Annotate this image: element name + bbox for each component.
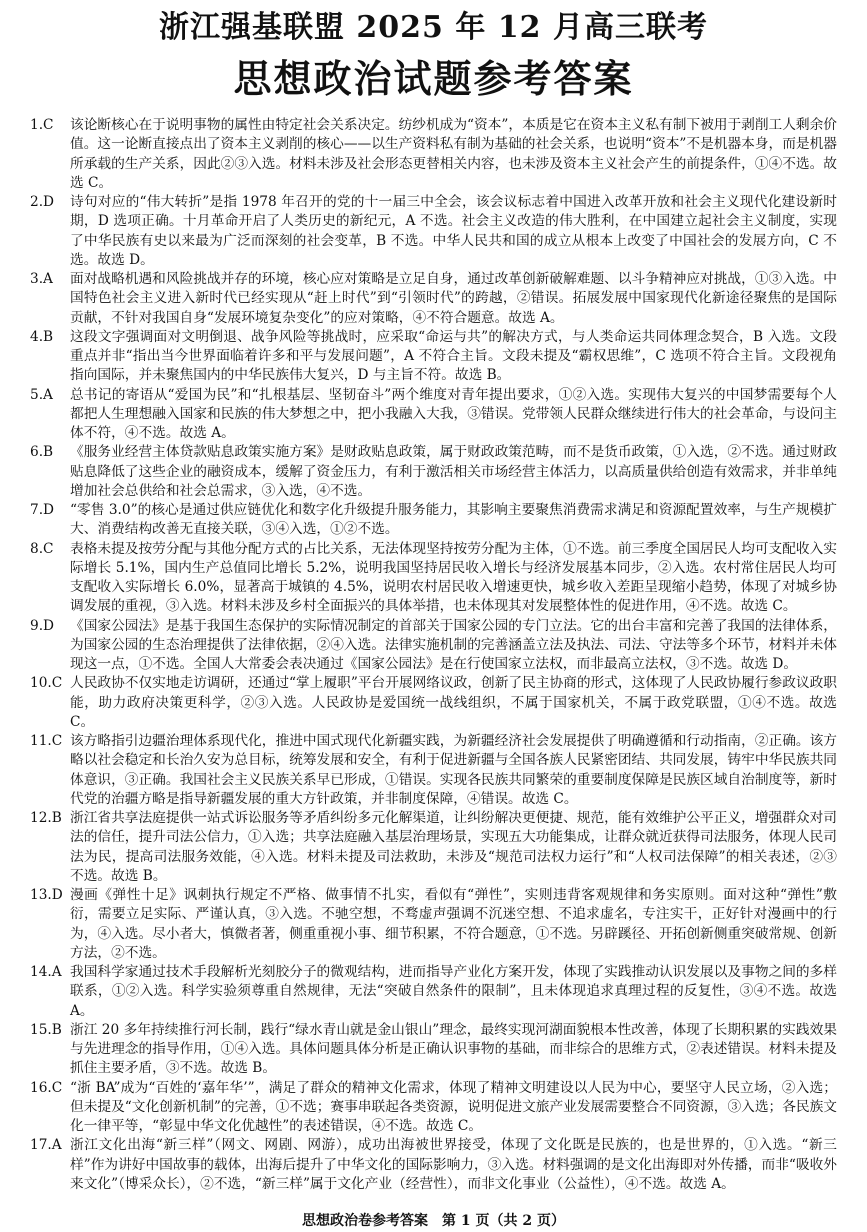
- answer-number: 12.B: [30, 810, 62, 826]
- answer-number: 6.B: [30, 444, 54, 461]
- answer-item: [30, 1021, 837, 1079]
- answer-explanation: 总书记的寄语从“爱国为民”和“扎根基层、坚韧奋斗”两个维度对青年提出要求，①②入选。实现伟大复兴的中国梦需要每个人都把人生理想融入国家和民族的伟大梦想之中，把小我融入大我，③错误。党带领人民群众继续进行伟大的社会革命，与设问主体不符，④不选。故选 A。: [70, 386, 837, 441]
- answer-item: [30, 386, 837, 444]
- answer-item: [30, 1079, 837, 1137]
- page-footer: 思想政治卷参考答案 第 1 页（共 2 页）: [302, 1213, 565, 1229]
- answer-number: 7.D: [30, 502, 55, 518]
- answer-item: [30, 116, 837, 193]
- answer-number: 3.A: [30, 271, 53, 287]
- answer-explanation: 浙江文化出海“新三样”（网文、网剧、网游），成功出海被世界接受，体现了文化既是民族的，也是世界的，①入选。“新三样”作为讲好中国故事的载体，出海后提升了中华文化的国际影响力，③入选。材料强调的是文化出海即对外传播，而非“吸收外来文化”（博采众长），②不选，“新三样”属于文化产业（经营性），而非文化事业（公益性），④不选。故选 A。: [70, 1137, 837, 1192]
- answer-item: [30, 963, 837, 1021]
- answer-number: 15.B: [30, 1021, 62, 1038]
- answer-explanation: 该方略指引边疆治理体系现代化，推进中国式现代化新疆实践，为新疆经济社会发展提供了明确遵循和行动指南，②正确。该方略以社会稳定和长治久安为总目标，统筹发展和安全，有利于促进新疆与全国各族人民紧密团结、共同发展，铸牢中华民族共同体意识，③正确。我国社会主义民族关系早已形成，①错误。实现各民族共同繁荣的重要制度保障是民族区域自治制度等，新时代党的治疆方略是指导新疆发展的重大方针政策，并非制度保障，④错误。故选 C。: [70, 733, 837, 807]
- answer-item: [30, 674, 837, 732]
- answer-explanation: 《服务业经营主体贷款贴息政策实施方案》是财政贴息政策，属于财政政策范畴，而不是货币政策，①入选，②不选。通过财政贴息降低了这些企业的融资成本，缓解了资金压力，有利于激活相关市场经营主体活力，以高质量供给创造有效需求，并非单纯增加社会总供给和社会总需求，③入选，④不选。: [70, 444, 837, 499]
- answer-explanation: “浙 BA”成为“百姓的‘嘉年华’”，满足了群众的精神文化需求，体现了精神文明建设以人民为中心，要坚守人民立场，②入选；但未提及“文化创新机制”的完善，①不选；赛事串联起各类资源，说明促进文旅产业发展需要整合不同资源，③入选；各民族文化一律平等，“彰显中华文化优越性”的表述错误，④不选。故选 C。: [70, 1079, 837, 1134]
- answer-item: [30, 328, 837, 386]
- answer-number: 17.A: [30, 1137, 62, 1154]
- exam-title: 浙江强基联盟 2025 年 12 月高三联考: [158, 10, 709, 45]
- answer-explanation: 我国科学家通过技术手段解析光刻胶分子的微观结构，进而指导产业化方案开发，体现了实践推动认识发展以及事物之间的多样联系，①②入选。科学实验须尊重自然规律，无法“突破自然条件的限制”，且未体现追求真理过程的反复性，③④不选。故选 A。: [70, 964, 837, 1019]
- answer-explanation: 人民政协不仅实地走访调研，还通过“掌上履职”平台开展网络议政，创新了民主协商的形式，这体现了人民政协履行参政议政职能，助力政府决策更科学，②③入选。人民政协是爱国统一战线组织，不属于国家机关，不属于政党联盟，①④不选。故选 C。: [70, 675, 837, 730]
- answer-number: 16.C: [30, 1079, 63, 1096]
- answer-item: [30, 270, 837, 328]
- answer-number: 14.A: [30, 964, 62, 980]
- answer-explanation: 这段文字强调面对文明倒退、战争风险等挑战时，应采取“命运与共”的解决方式，与人类命运共同体理念契合，B 入选。文段重点并非“指出当今世界面临着许多和平与发展问题”，A 不符合主旨。文段未提及“霸权思维”，C 选项不符合主旨。文段视角指向国际，并未聚焦国内的中华民族伟大复兴，D 与主旨不符。故选 B。: [70, 328, 837, 384]
- answer-item: [30, 886, 837, 963]
- answer-number: 2.D: [30, 194, 55, 210]
- answer-explanation: 浙江 20 多年持续推行河长制，践行“绿水青山就是金山银山”理念，最终实现河湖面貌根本性改善，体现了长期积累的实践效果与先进理念的指导作用，①④入选。具体问题具体分析是正确认识事物的基础，而非综合的思维方式，②表述错误。材料未提及抓住主要矛盾，③不选。故选 B。: [70, 1021, 837, 1077]
- answer-item: [30, 501, 837, 540]
- answer-list: [30, 116, 837, 1194]
- answer-explanation: 表格未提及按劳分配与其他分配方式的占比关系，无法体现坚持按劳分配为主体，①不选。前三季度全国居民人均可支配收入实际增长 5.1%，国内生产总值同比增长 5.2%，说明我国坚持居民收入增长与经济发展基本同步，②入选。农村常住居民人均可支配收入实际增长 6.0%，显著高于城镇的 4.5%，说明农村居民收入增速更快，城乡收入差距呈现缩小趋势，体现了对城乡协调发展的重视，③入选。材料未涉及乡村全面振兴的具体举措，也未体现其对发展整体性的促进作用，④不选。故选 C。: [70, 540, 837, 615]
- answer-number: 1.C: [30, 117, 54, 133]
- answer-item: [30, 1136, 837, 1194]
- answer-explanation: 面对战略机遇和风险挑战并存的环境，核心应对策略是立足自身，通过改革创新破解难题、以斗争精神应对挑战，①③入选。中国特色社会主义进入新时代已经实现从“赶上时代”到“引领时代”的跨越，②错误。拓展发展中国家现代化新途径聚焦的是国际贡献，不针对我国自身“发展环境复杂变化”的应对策略，④不符合题意。故选 A。: [70, 271, 837, 326]
- answer-number: 10.C: [30, 675, 63, 692]
- answer-number: 13.D: [30, 887, 63, 903]
- answer-item: [30, 809, 837, 886]
- answer-number: 4.B: [30, 328, 54, 345]
- document-title: 思想政治试题参考答案: [233, 56, 634, 101]
- answer-number: 8.C: [30, 540, 54, 557]
- answer-number: 5.A: [30, 386, 53, 403]
- answer-number: 11.C: [30, 733, 63, 749]
- answer-explanation: 浙江省共享法庭提供一站式诉讼服务等矛盾纠纷多元化解渠道，让纠纷解决更便捷、规范，能有效维护公平正义，增强群众对司法的信任，提升司法公信力，①入选；共享法庭融入基层治理场景，实现五大功能集成，让群众就近获得司法服务，体现人民司法为民，提高司法服务效能，④入选。材料未提及司法救助，未涉及“规范司法权力运行”和“人权司法保障”的相关表述，②③不选。故选 B。: [70, 810, 837, 884]
- answer-explanation: 《国家公园法》是基于我国生态保护的实际情况制定的首部关于国家公园的专门立法。它的出台丰富和完善了我国的法律体系，为国家公园的生态治理提供了法律依据，②④入选。法律实施机制的完善涵盖立法及执法、司法、守法等多个环节，材料并未体现这一点，①不选。全国人大常委会表决通过《国家公园法》是在行使国家立法权，而非最高立法权，③不选。故选 D。: [70, 617, 837, 672]
- answer-number: 9.D: [30, 617, 55, 634]
- answer-item: [30, 443, 837, 501]
- answer-explanation: 该论断核心在于说明事物的属性由特定社会关系决定。纺纱机成为“资本”，本质是它在资本主义私有制下被用于剥削工人剩余价值。这一论断直接点出了资本主义剥削的核心——以生产资料私有制为基础的社会关系，也说明“资本”不是机器本身，而是机器所承载的生产关系，因此②③入选。材料未涉及社会形态更替相关内容，也未涉及资本主义社会产生的前提条件，①④不选。故选 C。: [70, 117, 837, 191]
- answer-item: [30, 540, 837, 617]
- answer-item: [30, 193, 837, 270]
- answer-item: [30, 617, 837, 675]
- answer-item: [30, 732, 837, 809]
- answer-explanation: “零售 3.0”的核心是通过供应链优化和数字化升级提升服务能力，其影响主要聚焦消费需求满足和资源配置效率，与生产规模扩大、消费结构改善无直接关联，③④入选，①②不选。: [70, 502, 837, 538]
- answer-explanation: 诗句对应的“伟大转折”是指 1978 年召开的党的十一届三中全会，该会议标志着中国进入改革开放和社会主义现代化建设新时期，D 选项正确。十月革命开启了人类历史的新纪元，A 不选。社会主义改造的伟大胜利，在中国建立起社会主义制度，实现了中华民族有史以来最为广泛而深刻的社会变革，B 不选。中华人民共和国的成立从根本上改变了中国社会的发展方向，C 不选。故选 D。: [70, 194, 837, 268]
- answer-explanation: 漫画《弹性十足》讽刺执行规定不严格、做事情不扎实，看似有“弹性”，实则违背客观规律和务实原则。面对这种“弹性”敷衍，需要立足实际、严谨认真，③入选。不驰空想，不骛虚声强调不沉迷空想、不追求虚名，专注实干，正好针对漫画中的行为，④入选。尽小者大，慎微者著，侧重重视小事、细节积累，不符合题意，①不选。另辟蹊径、开拓创新侧重突破常规、创新方法，②不选。: [70, 887, 837, 961]
